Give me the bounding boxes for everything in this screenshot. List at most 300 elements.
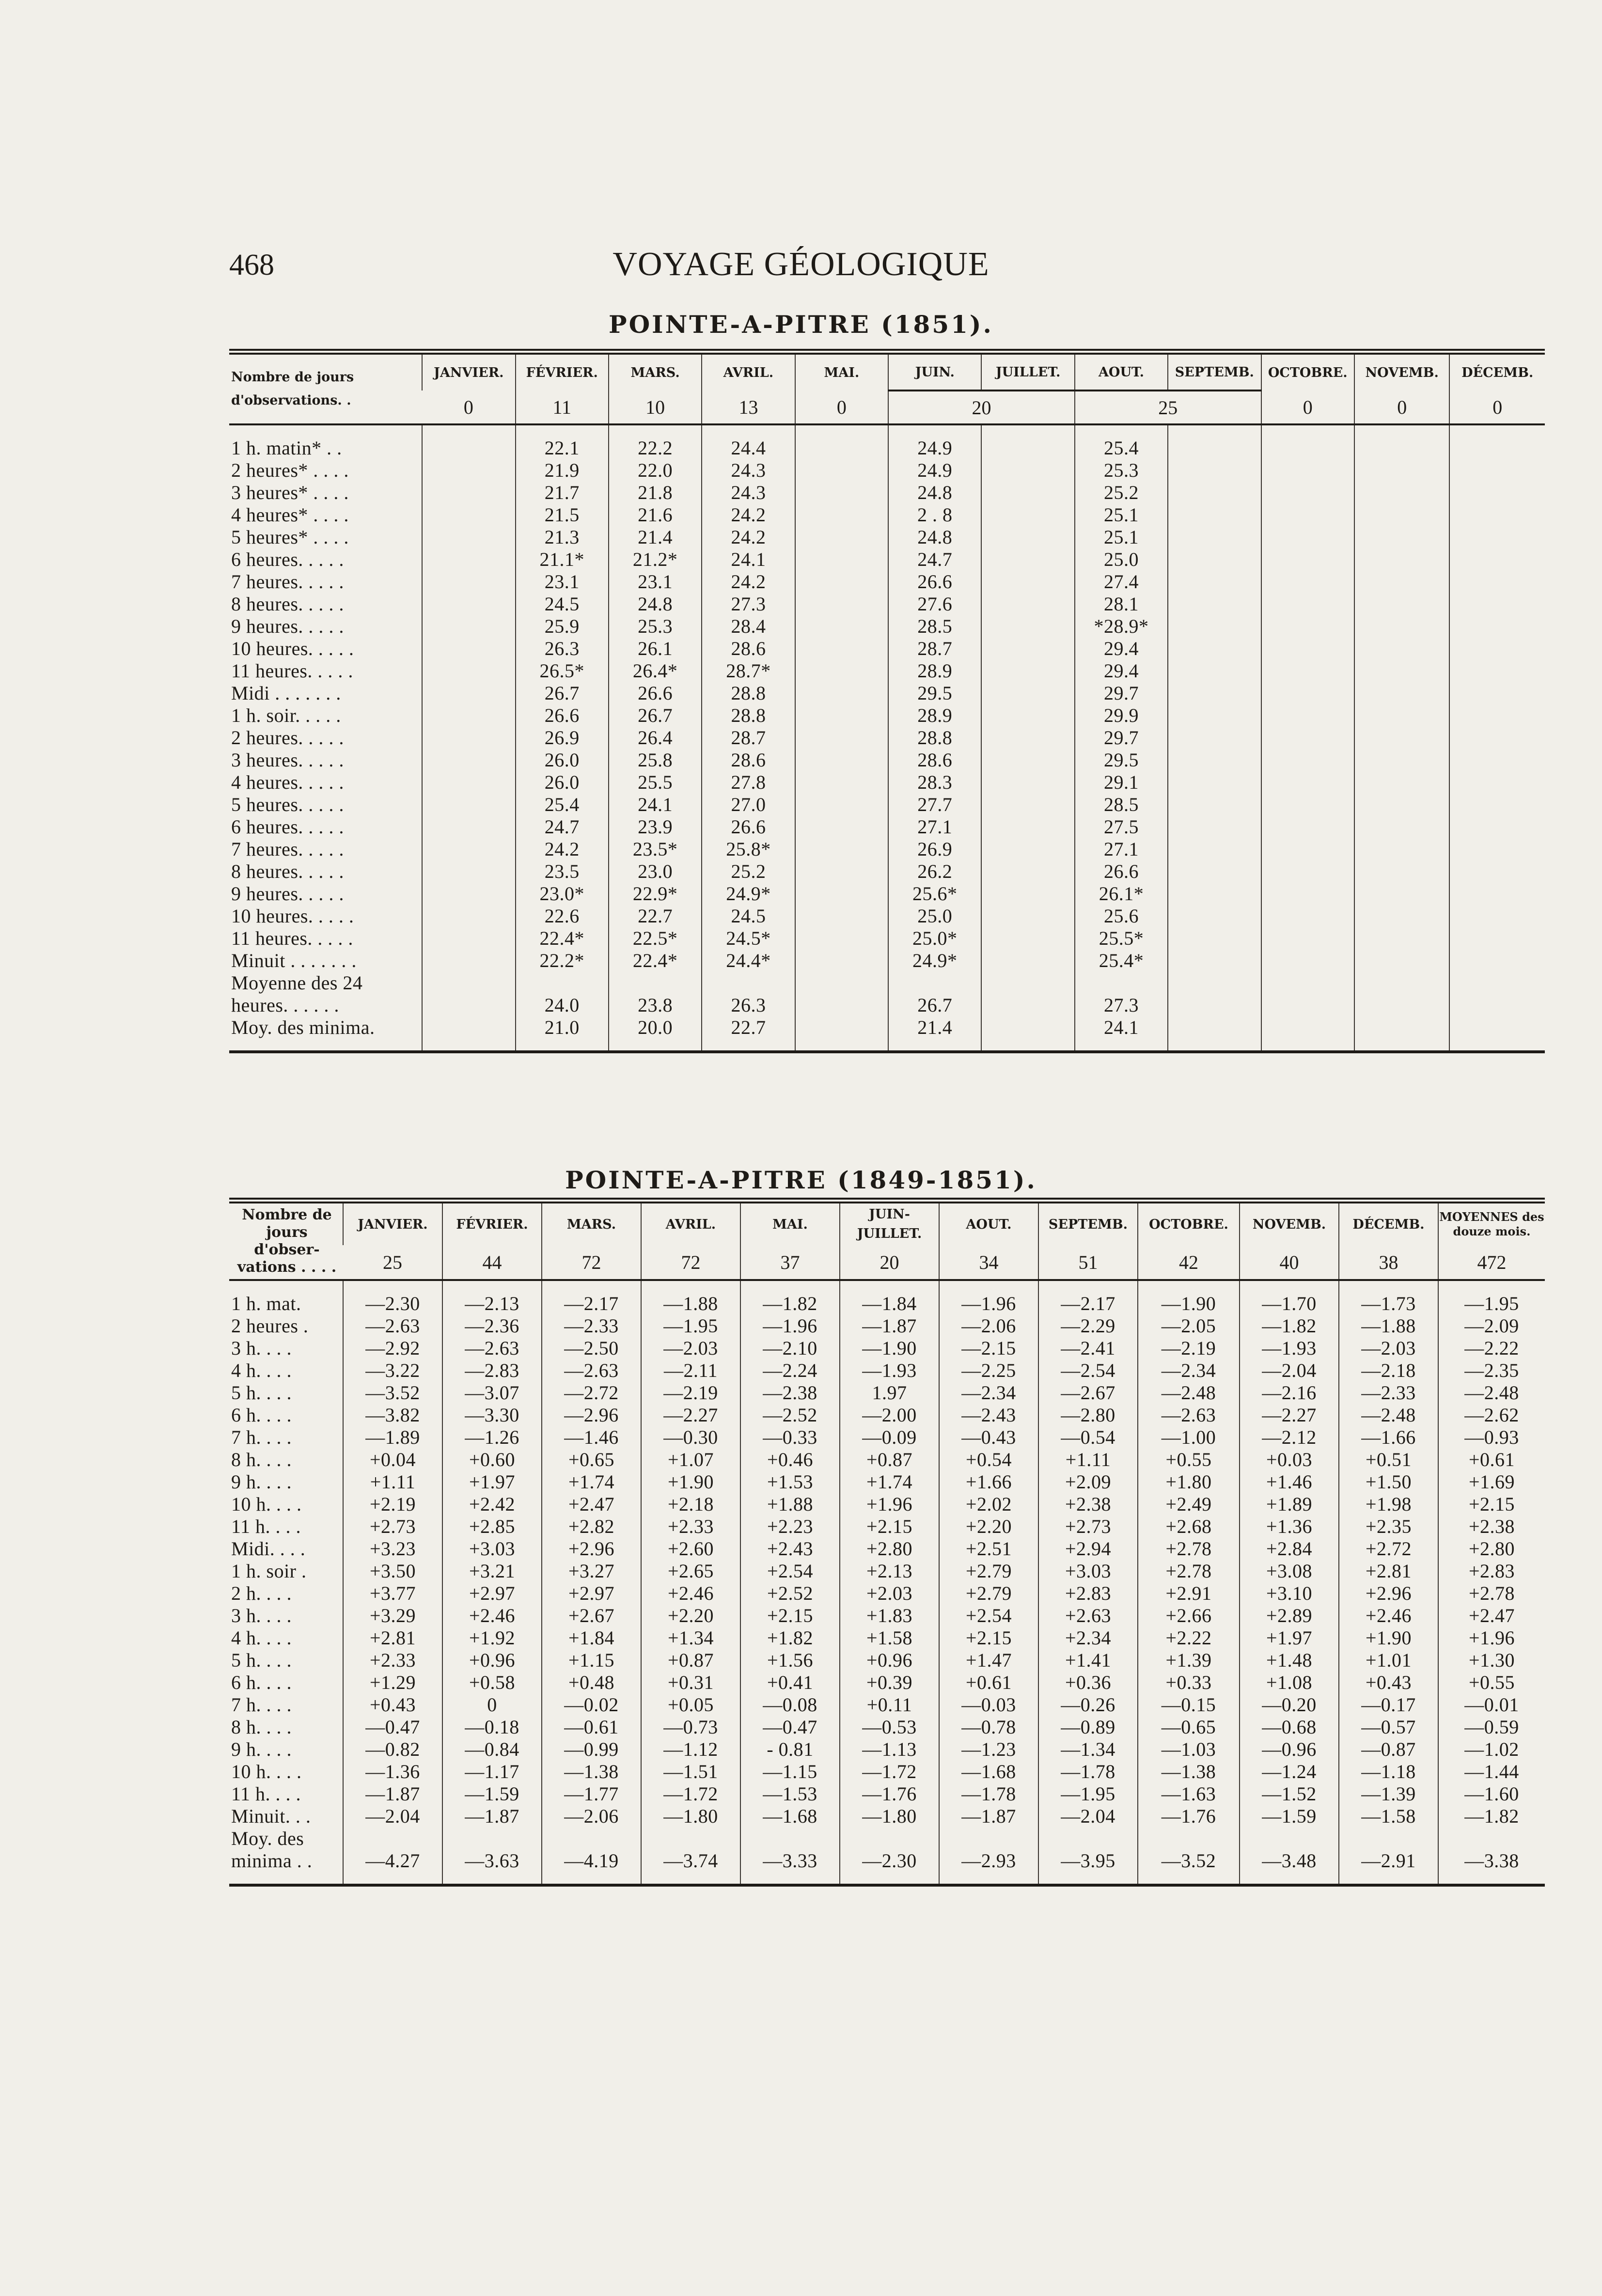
- table-cell: [1261, 437, 1354, 459]
- table1-body: [229, 424, 1545, 1052]
- table-cell: +1.48: [1240, 1649, 1339, 1671]
- table-cell: [1168, 927, 1261, 950]
- table-cell: +1.96: [840, 1493, 939, 1515]
- spacer-cell: [702, 1039, 795, 1052]
- table-cell: —1.89: [343, 1426, 442, 1449]
- table2-count: 72: [641, 1245, 740, 1280]
- table-cell: 29.4: [1075, 638, 1168, 660]
- row-label: 11 heures. . . . .: [231, 927, 353, 949]
- table-cell: 29.7: [1075, 727, 1168, 749]
- table-cell: 24.1: [702, 548, 795, 571]
- table-cell: [981, 860, 1074, 883]
- table-cell: [981, 459, 1074, 482]
- table-cell: +2.23: [740, 1515, 840, 1538]
- table-cell: [1354, 660, 1450, 682]
- table-cell: 24.3: [702, 459, 795, 482]
- table-row: [229, 1582, 1545, 1605]
- table-cell: [840, 1827, 939, 1850]
- row-label: 4 heures. . . . .: [231, 771, 344, 793]
- table-cell: [981, 571, 1074, 593]
- table-cell: —2.62: [1438, 1404, 1545, 1426]
- table-cell: +0.51: [1339, 1449, 1438, 1471]
- table-cell: +0.55: [1438, 1671, 1545, 1694]
- table-cell: +2.47: [542, 1493, 641, 1515]
- table-cell: —0.59: [1438, 1716, 1545, 1738]
- table-cell: —1.24: [1240, 1761, 1339, 1783]
- table-cell: [981, 794, 1074, 816]
- table-cell: +2.47: [1438, 1605, 1545, 1627]
- table-cell: [1138, 1827, 1240, 1850]
- table-cell: [1168, 972, 1261, 994]
- table1-count: 0: [795, 390, 888, 424]
- table-cell: [422, 727, 515, 749]
- table-cell: 22.5*: [609, 927, 702, 950]
- row-label: 7 heures. . . . .: [231, 838, 344, 860]
- table1-col-header: SEPTEMB.: [1168, 352, 1261, 390]
- table-cell: +1.11: [343, 1471, 442, 1493]
- table-cell: +2.38: [1438, 1515, 1545, 1538]
- table-cell: +2.19: [343, 1493, 442, 1515]
- spacer-cell: [1038, 1872, 1138, 1885]
- table-cell: [981, 816, 1074, 838]
- table-cell: [795, 727, 888, 749]
- table-cell: [1261, 526, 1354, 548]
- table-cell: 26.1: [609, 638, 702, 660]
- table-cell: 27.4: [1075, 571, 1168, 593]
- spacer-cell: [442, 1280, 542, 1293]
- table-cell: —2.34: [1138, 1359, 1240, 1382]
- table-cell: [1168, 905, 1261, 927]
- table-row: [229, 950, 1545, 972]
- table-cell: —2.63: [343, 1315, 442, 1337]
- table-cell: [981, 771, 1074, 794]
- table-cell: —1.59: [442, 1783, 542, 1805]
- table-cell: [422, 883, 515, 905]
- table-cell: [1261, 794, 1354, 816]
- table-cell: +2.82: [542, 1515, 641, 1538]
- table-cell: —1.18: [1339, 1761, 1438, 1783]
- table-cell: —0.65: [1138, 1716, 1240, 1738]
- table-cell: 27.5: [1075, 816, 1168, 838]
- table2-count: 40: [1240, 1245, 1339, 1280]
- table-cell: +1.97: [442, 1471, 542, 1493]
- table-cell: +2.13: [840, 1560, 939, 1582]
- table-cell: —0.47: [740, 1716, 840, 1738]
- table-row: [229, 883, 1545, 905]
- table-row: [229, 1627, 1545, 1649]
- table-cell: [422, 638, 515, 660]
- spacer-cell: [422, 424, 515, 437]
- table-cell: +2.20: [641, 1605, 740, 1627]
- table-cell: —1.72: [840, 1761, 939, 1783]
- table-cell: [981, 905, 1074, 927]
- table-cell: —1.93: [840, 1359, 939, 1382]
- table-cell: [1449, 972, 1545, 994]
- row-label: 5 h. . . .: [231, 1649, 292, 1671]
- table-cell: +0.55: [1138, 1449, 1240, 1471]
- table-cell: —2.54: [1038, 1359, 1138, 1382]
- table-cell: 28.8: [702, 682, 795, 704]
- table-cell: +1.08: [1240, 1671, 1339, 1694]
- table2-col-header: DÉCEMB.: [1339, 1201, 1438, 1245]
- table-cell: [1261, 883, 1354, 905]
- table-cell: [981, 504, 1074, 526]
- table-cell: 27.1: [1075, 838, 1168, 860]
- spacer-cell: [1138, 1872, 1240, 1885]
- table-cell: —2.27: [1240, 1404, 1339, 1426]
- table-cell: [1354, 860, 1450, 883]
- row-label: 9 h. . . .: [231, 1471, 292, 1493]
- table-cell: [981, 526, 1074, 548]
- table-cell: 26.5*: [516, 660, 609, 682]
- table-cell: [1449, 860, 1545, 883]
- table-cell: 27.6: [888, 593, 981, 615]
- table-row: [229, 1783, 1545, 1805]
- table-cell: —1.72: [641, 1783, 740, 1805]
- table-cell: 2 . 8: [888, 504, 981, 526]
- table-row: [229, 682, 1545, 704]
- table-cell: [1240, 1827, 1339, 1850]
- table-cell: —2.30: [343, 1293, 442, 1315]
- spacer-cell: [1449, 424, 1545, 437]
- table-cell: [740, 1827, 840, 1850]
- table-cell: —2.27: [641, 1404, 740, 1426]
- table-cell: 24.9*: [702, 883, 795, 905]
- table-cell: 25.5: [609, 771, 702, 794]
- table-cell: [1168, 749, 1261, 771]
- table-cell: +1.89: [1240, 1493, 1339, 1515]
- table-cell: —2.19: [1138, 1337, 1240, 1359]
- table-row: [229, 1605, 1545, 1627]
- table-cell: 28.7: [702, 727, 795, 749]
- table-row: [229, 704, 1545, 727]
- table-cell: +1.66: [939, 1471, 1038, 1493]
- table-cell: +0.03: [1240, 1449, 1339, 1471]
- table-cell: +1.01: [1339, 1649, 1438, 1671]
- table-cell: [981, 704, 1074, 727]
- table-cell: [795, 838, 888, 860]
- table-cell: [1168, 883, 1261, 905]
- table-cell: 26.7: [888, 994, 981, 1016]
- table2-col-header: MAI.: [740, 1201, 840, 1245]
- table-cell: [1354, 994, 1450, 1016]
- table-cell: 24.9: [888, 459, 981, 482]
- table-cell: +2.65: [641, 1560, 740, 1582]
- table-cell: —1.90: [1138, 1293, 1240, 1315]
- table-cell: [1449, 660, 1545, 682]
- table-cell: 21.5: [516, 504, 609, 526]
- table-cell: +1.74: [542, 1471, 641, 1493]
- row-label: 2 heures .: [231, 1315, 309, 1337]
- table-cell: +2.83: [1038, 1582, 1138, 1605]
- table-cell: +2.66: [1138, 1605, 1240, 1627]
- table-cell: [1354, 638, 1450, 660]
- table-cell: 25.4: [516, 794, 609, 816]
- table-cell: +2.46: [442, 1605, 542, 1627]
- table-cell: —1.34: [1038, 1738, 1138, 1761]
- table-cell: +1.90: [1339, 1627, 1438, 1649]
- table-cell: +0.96: [840, 1649, 939, 1671]
- table-cell: 24.5*: [702, 927, 795, 950]
- table-cell: [1449, 905, 1545, 927]
- table-cell: +2.43: [740, 1538, 840, 1560]
- table-cell: 25.0: [1075, 548, 1168, 571]
- table-cell: [1449, 482, 1545, 504]
- table-cell: [1449, 927, 1545, 950]
- table-cell: +2.97: [442, 1582, 542, 1605]
- table1-col-header: MARS.: [609, 352, 702, 390]
- table-cell: 1.97: [840, 1382, 939, 1404]
- table-cell: 25.8*: [702, 838, 795, 860]
- row-label: 4 h. . . .: [231, 1359, 292, 1381]
- spacer-cell: [343, 1280, 442, 1293]
- table-cell: +1.84: [542, 1627, 641, 1649]
- table-cell: +2.20: [939, 1515, 1038, 1538]
- table-cell: [422, 682, 515, 704]
- table-cell: [1354, 504, 1450, 526]
- spacer-cell: [1168, 424, 1261, 437]
- table-cell: [1168, 459, 1261, 482]
- table-row: [229, 548, 1545, 571]
- table-cell: —1.51: [641, 1761, 740, 1783]
- spacer-cell: [888, 1039, 981, 1052]
- table-cell: 28.8: [888, 727, 981, 749]
- table-cell: —1.87: [840, 1315, 939, 1337]
- row-label: 7 heures. . . . .: [231, 571, 344, 593]
- table-row: [229, 1649, 1545, 1671]
- table-cell: [1354, 816, 1450, 838]
- table-cell: [422, 972, 515, 994]
- table-cell: [1168, 571, 1261, 593]
- table-cell: —0.89: [1038, 1716, 1138, 1738]
- table-cell: +1.88: [740, 1493, 840, 1515]
- table-cell: —0.30: [641, 1426, 740, 1449]
- table-cell: 25.3: [1075, 459, 1168, 482]
- table-cell: [1449, 526, 1545, 548]
- table-cell: [1261, 593, 1354, 615]
- table-row: [229, 905, 1545, 927]
- table-cell: [981, 682, 1074, 704]
- table2-count: 38: [1339, 1245, 1438, 1280]
- table-cell: [795, 437, 888, 459]
- spacer-cell: [542, 1872, 641, 1885]
- table-cell: 24.2: [702, 526, 795, 548]
- table-cell: +1.41: [1038, 1649, 1138, 1671]
- table-cell: —2.93: [939, 1850, 1038, 1872]
- spacer-cell: [981, 1039, 1074, 1052]
- table-cell: 24.4*: [702, 950, 795, 972]
- row-label: Moy. des: [231, 1827, 304, 1849]
- spacer-cell: [1449, 1039, 1545, 1052]
- table1-col-header: JANVIER.: [422, 352, 515, 390]
- table-cell: +0.96: [442, 1649, 542, 1671]
- table-cell: [1354, 682, 1450, 704]
- table-cell: [1438, 1827, 1545, 1850]
- table-cell: 28.6: [702, 638, 795, 660]
- table-cell: [981, 883, 1074, 905]
- table-cell: —2.06: [939, 1315, 1038, 1337]
- table1-col-header: OCTOBRE.: [1261, 352, 1354, 390]
- table-cell: +0.60: [442, 1449, 542, 1471]
- table-cell: —2.04: [1240, 1359, 1339, 1382]
- table-cell: [1354, 593, 1450, 615]
- table-cell: [702, 972, 795, 994]
- table2-col-header: FÉVRIER.: [442, 1201, 542, 1245]
- table-cell: +1.30: [1438, 1649, 1545, 1671]
- table-cell: [981, 749, 1074, 771]
- row-label: 2 h. . . .: [231, 1582, 292, 1604]
- table-row: [229, 1538, 1545, 1560]
- table-cell: [1354, 749, 1450, 771]
- table-cell: [422, 571, 515, 593]
- table-cell: [1354, 571, 1450, 593]
- spacer-cell: [702, 424, 795, 437]
- spacer-cell: [1038, 1280, 1138, 1293]
- table-row: [229, 1426, 1545, 1449]
- table2-col-header: NOVEMB.: [1240, 1201, 1339, 1245]
- table-cell: —1.38: [1138, 1761, 1240, 1783]
- table-cell: [422, 860, 515, 883]
- table-cell: +0.36: [1038, 1671, 1138, 1694]
- table-cell: +0.04: [343, 1449, 442, 1471]
- table1-count: 10: [609, 390, 702, 424]
- table-cell: —3.95: [1038, 1850, 1138, 1872]
- table-cell: [1354, 1016, 1450, 1039]
- table-cell: +3.27: [542, 1560, 641, 1582]
- table-cell: —0.61: [542, 1716, 641, 1738]
- table-cell: [1354, 548, 1450, 571]
- spacer-cell: [542, 1280, 641, 1293]
- table-cell: —4.27: [343, 1850, 442, 1872]
- table-cell: [1261, 771, 1354, 794]
- table-cell: 26.9: [888, 838, 981, 860]
- table-cell: [422, 838, 515, 860]
- table2-count: 44: [442, 1245, 542, 1280]
- table1-count: 0: [1449, 390, 1545, 424]
- table-cell: +1.80: [1138, 1471, 1240, 1493]
- table-cell: —1.95: [641, 1315, 740, 1337]
- table-cell: +0.41: [740, 1671, 840, 1694]
- spacer-cell: [516, 1039, 609, 1052]
- running-title: VOYAGE GÉOLOGIQUE: [613, 246, 989, 283]
- table-cell: +2.33: [343, 1649, 442, 1671]
- table-cell: +1.29: [343, 1671, 442, 1694]
- table-cell: [981, 727, 1074, 749]
- table1-row-label-header: Nombre de jours d'observations. .: [229, 352, 422, 424]
- table-cell: —1.68: [740, 1805, 840, 1827]
- spacer-cell: [840, 1280, 939, 1293]
- table-cell: —2.11: [641, 1359, 740, 1382]
- table-cell: —2.25: [939, 1359, 1038, 1382]
- table-cell: +2.63: [1038, 1605, 1138, 1627]
- table-cell: —2.16: [1240, 1382, 1339, 1404]
- table-cell: [1261, 660, 1354, 682]
- table-cell: —2.48: [1138, 1382, 1240, 1404]
- table-cell: [422, 950, 515, 972]
- table-cell: +0.65: [542, 1449, 641, 1471]
- table-cell: 21.8: [609, 482, 702, 504]
- table-cell: —2.50: [542, 1337, 641, 1359]
- table-cell: —0.54: [1038, 1426, 1138, 1449]
- table-cell: —2.35: [1438, 1359, 1545, 1382]
- row-label: 4 h. . . .: [231, 1627, 292, 1649]
- table-cell: [1354, 459, 1450, 482]
- table-cell: [1354, 727, 1450, 749]
- table-cell: [795, 504, 888, 526]
- table-cell: —1.39: [1339, 1783, 1438, 1805]
- table-cell: [1354, 437, 1450, 459]
- table-cell: 24.1: [609, 794, 702, 816]
- table-cell: 20.0: [609, 1016, 702, 1039]
- table-cell: 23.9: [609, 816, 702, 838]
- table-cell: 26.7: [516, 682, 609, 704]
- spacer-cell: [1261, 1039, 1354, 1052]
- table-cell: —2.17: [1038, 1293, 1138, 1315]
- table2-row-label-header: Nombre de jours d'obser-vations . . . .: [229, 1201, 343, 1280]
- table-cell: [981, 994, 1074, 1016]
- table-cell: [1261, 749, 1354, 771]
- table-cell: 25.1: [1075, 526, 1168, 548]
- row-label: 8 h. . . .: [231, 1449, 292, 1470]
- table-cell: —1.96: [740, 1315, 840, 1337]
- table-cell: [422, 927, 515, 950]
- spacer-cell: [1168, 1039, 1261, 1052]
- table-cell: —1.26: [442, 1426, 542, 1449]
- spacer-cell: [1438, 1872, 1545, 1885]
- table-cell: 23.0*: [516, 883, 609, 905]
- table-cell: +1.46: [1240, 1471, 1339, 1493]
- table-cell: 25.6*: [888, 883, 981, 905]
- table-cell: —0.01: [1438, 1694, 1545, 1716]
- table-row: [229, 638, 1545, 660]
- table2-count: 472: [1438, 1245, 1545, 1280]
- table-cell: +3.21: [442, 1560, 542, 1582]
- table-cell: 24.0: [516, 994, 609, 1016]
- table-cell: +1.97: [1240, 1627, 1339, 1649]
- table-row: [229, 504, 1545, 526]
- table-cell: +1.82: [740, 1627, 840, 1649]
- table2-count: 72: [542, 1245, 641, 1280]
- table-cell: +1.39: [1138, 1649, 1240, 1671]
- row-label: 8 h. . . .: [231, 1716, 292, 1738]
- table-cell: [1261, 638, 1354, 660]
- table-cell: +2.60: [641, 1538, 740, 1560]
- table-cell: [422, 794, 515, 816]
- table-cell: —2.96: [542, 1404, 641, 1426]
- row-label: 5 heures* . . . .: [231, 526, 349, 548]
- table-cell: [641, 1827, 740, 1850]
- table-cell: —2.06: [542, 1805, 641, 1827]
- row-label: 8 heures. . . . .: [231, 593, 344, 615]
- table-cell: [1354, 950, 1450, 972]
- table-cell: 24.5: [702, 905, 795, 927]
- row-label: Moyenne des 24: [231, 972, 363, 994]
- table-cell: [442, 1827, 542, 1850]
- table-cell: 27.3: [1075, 994, 1168, 1016]
- table-row: [229, 1515, 1545, 1538]
- table-cell: —0.33: [740, 1426, 840, 1449]
- table-cell: —1.03: [1138, 1738, 1240, 1761]
- table-row: [229, 972, 1545, 994]
- table-cell: 26.4*: [609, 660, 702, 682]
- table-cell: [422, 526, 515, 548]
- table2-count: 20: [840, 1245, 939, 1280]
- table-cell: +2.78: [1138, 1560, 1240, 1582]
- table-cell: —1.13: [840, 1738, 939, 1761]
- table-cell: —0.73: [641, 1716, 740, 1738]
- table-cell: 27.0: [702, 794, 795, 816]
- table-row: [229, 927, 1545, 950]
